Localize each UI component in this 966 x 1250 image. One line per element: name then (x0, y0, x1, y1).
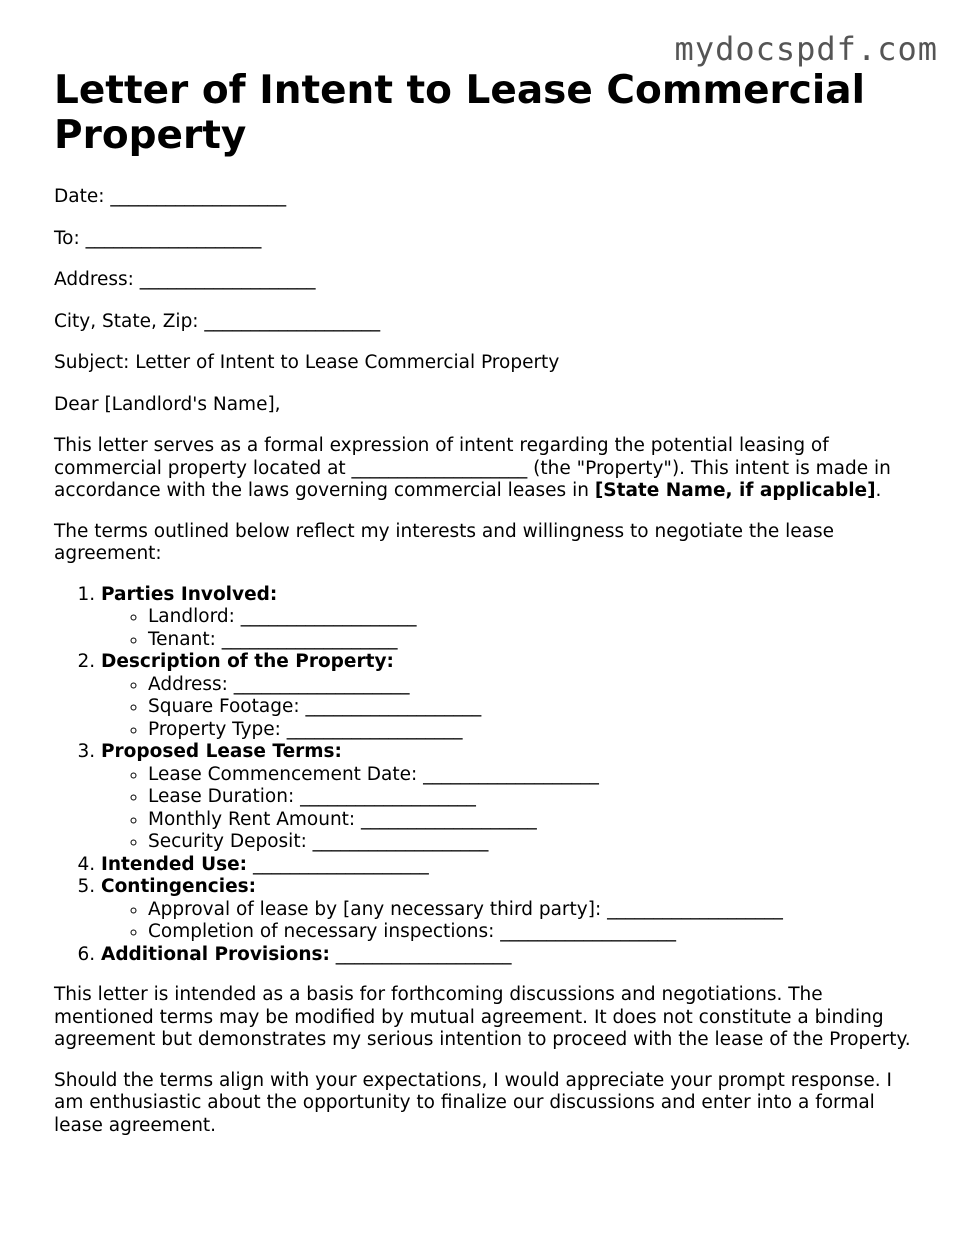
section-items (101, 606, 914, 651)
section-item: ◦ Square Footage: ___________________ (148, 696, 914, 719)
address-field: Address: ___________________ (54, 269, 316, 290)
section-label: Parties Involved: (101, 583, 278, 605)
section-item: ◦ Address: ___________________ (148, 674, 914, 697)
section-item: ◦ Landlord: ___________________ (148, 606, 914, 629)
terms-section (101, 651, 914, 741)
city-state-zip-field: City, State, Zip: ___________________ (54, 310, 381, 332)
to-field: To: ___________________ (54, 227, 262, 249)
intro-paragraph (54, 435, 914, 503)
section-item: ◦ Approval of lease by [any necessary third party]: ___________________ (148, 899, 914, 922)
terms-section (101, 584, 914, 652)
section-items (101, 674, 914, 742)
section-label: Contingencies: (101, 876, 257, 897)
subject-line: Subject: Letter of Intent to Lease Commercial Property (54, 352, 560, 373)
watermark: mydocspdf.com (674, 30, 938, 68)
terms-list-wrapper (54, 584, 914, 967)
intro-end: . (875, 480, 882, 501)
document-page (54, 68, 914, 1155)
document-title: Letter of Intent to Lease Commercial Property (54, 68, 865, 158)
section-item: ◦ Security Deposit: ___________________ (148, 831, 914, 854)
section-label: Additional Provisions: (101, 943, 330, 965)
terms-intro: The terms outlined below reflect my interests and willingness to negotiate the lease agreement: (54, 520, 835, 564)
section-item: ◦ Monthly Rent Amount: ___________________ (148, 809, 914, 832)
closing-paragraph-1: This letter is intended as a basis for forthcoming discussions and negotiations. The mentioned terms may be modified by mutual agreement. It does not constitute a binding agreement but demonstrates my serious intention to proceed with the lease of the Property. (54, 984, 911, 1050)
section-blank: ___________________ (247, 853, 429, 875)
section-item: ◦ Tenant: ___________________ (148, 629, 914, 652)
terms-section (101, 944, 914, 967)
section-blank: ___________________ (329, 943, 512, 965)
date-field: Date: ___________________ (54, 186, 287, 207)
intro-text: This letter serves as a formal expression of intent regarding the potential leasing of commercial property located at ___________________ (the "Property"). This intent is made in accordance with the laws governing commercial leases in (54, 435, 891, 501)
section-label: Intended Use: (101, 853, 248, 875)
greeting: Dear [Landlord's Name], (54, 393, 281, 415)
section-item: ◦ Property Type: ___________________ (148, 719, 914, 742)
section-label: Description of the Property: (101, 651, 394, 672)
section-item: ◦ Lease Duration: ___________________ (148, 786, 914, 809)
section-label: Proposed Lease Terms: (101, 741, 342, 762)
section-items (101, 899, 914, 944)
section-item: ◦ Lease Commencement Date: ___________________ (148, 764, 914, 787)
terms-list (54, 584, 914, 967)
section-item: ◦ Completion of necessary inspections: ___________________ (148, 921, 914, 944)
state-name-placeholder: [State Name, if applicable] (594, 480, 876, 501)
terms-section (101, 876, 914, 944)
terms-section (101, 741, 914, 854)
terms-section (101, 854, 914, 877)
closing-paragraph-2: Should the terms align with your expectations, I would appreciate your prompt response. I am enthusiastic about the opportunity to finalize our discussions and enter into a formal lease agreement. (54, 1069, 893, 1136)
section-items (101, 764, 914, 854)
